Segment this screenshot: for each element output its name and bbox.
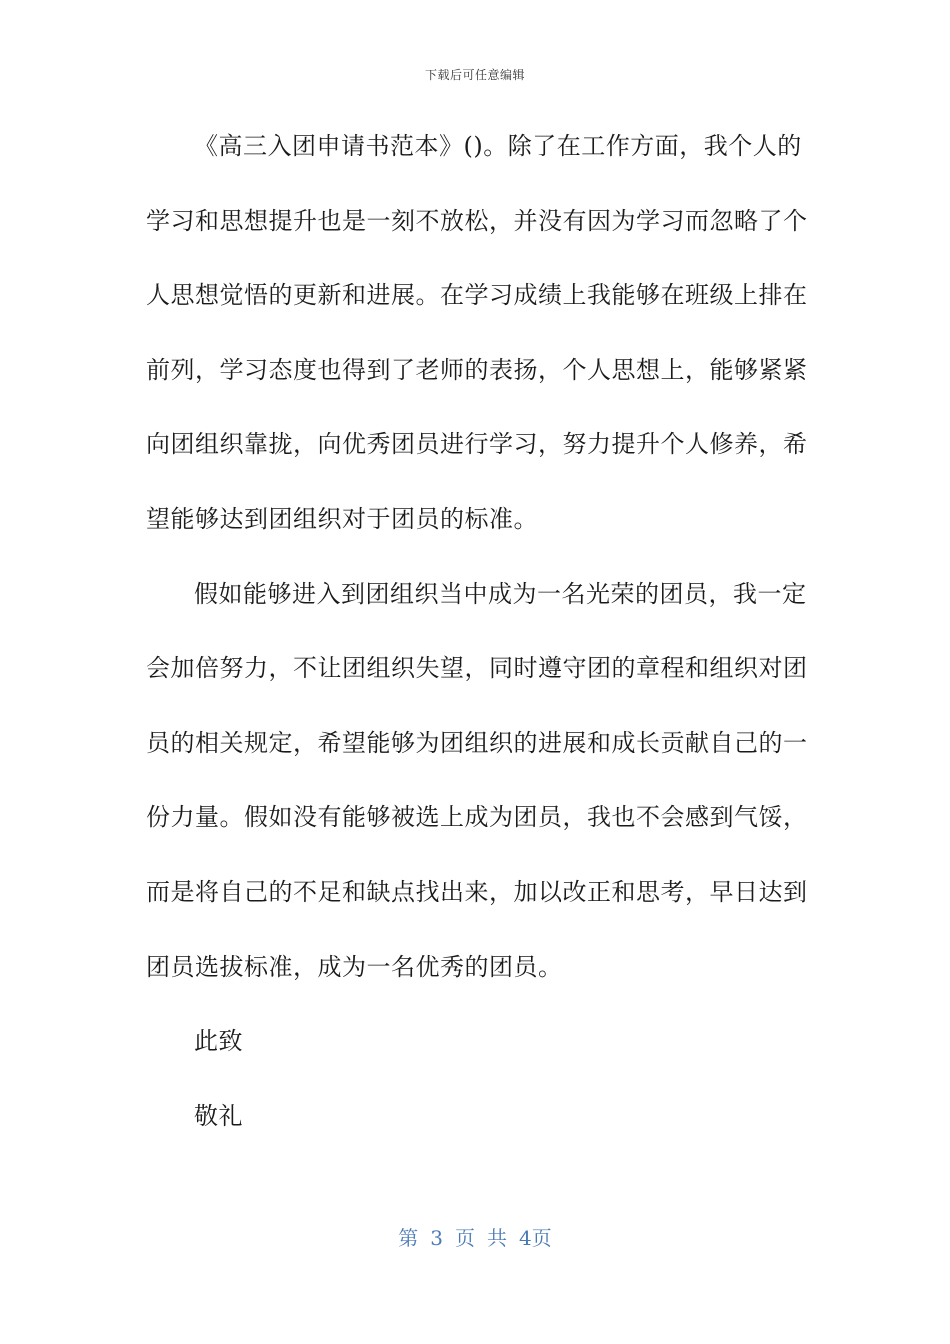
text-line: 团员选拔标准，成为一名优秀的团员。 bbox=[146, 952, 563, 981]
footer-word-di: 第 bbox=[398, 1226, 419, 1250]
footer-total-pages: 4页 bbox=[519, 1226, 552, 1250]
text-line: 前列，学习态度也得到了老师的表扬，个人思想上，能够紧紧 bbox=[146, 355, 808, 384]
text-line: 而是将自己的不足和缺点找出来，加以改正和思考，早日达到 bbox=[146, 877, 808, 906]
footer-page-number: 3 bbox=[430, 1226, 443, 1250]
text-line: 人思想觉悟的更新和进展。在学习成绩上我能够在班级上排在 bbox=[146, 281, 808, 310]
text-line: 份力量。假如没有能够被选上成为团员，我也不会感到气馁， bbox=[146, 803, 808, 832]
text-line: 望能够达到团组织对于团员的标准。 bbox=[146, 504, 538, 533]
header-note: 下载后可任意编辑 bbox=[424, 68, 525, 82]
document-body bbox=[146, 119, 808, 1163]
page-footer bbox=[0, 1222, 950, 1251]
text-line: 假如能够进入到团组织当中成为一名光荣的团员，我一定 bbox=[194, 579, 807, 608]
closing-regards: 敬礼 bbox=[194, 1101, 243, 1130]
closing-salutation: 此致 bbox=[194, 1027, 243, 1056]
text-line: 员的相关规定，希望能够为团组织的进展和成长贡献自己的一 bbox=[146, 728, 808, 757]
text-line: 《高三入团申请书范本》()。除了在工作方面，我个人的 bbox=[194, 132, 802, 160]
footer-word-gong: 共 bbox=[487, 1226, 507, 1250]
footer-word-ye: 页 bbox=[455, 1226, 475, 1250]
text-line: 学习和思想提升也是一刻不放松，并没有因为学习而忽略了个 bbox=[146, 206, 808, 235]
text-line: 会加倍努力，不让团组织失望，同时遵守团的章程和组织对团 bbox=[146, 654, 808, 683]
text-line: 向团组织靠拢，向优秀团员进行学习，努力提升个人修养，希 bbox=[146, 430, 808, 459]
